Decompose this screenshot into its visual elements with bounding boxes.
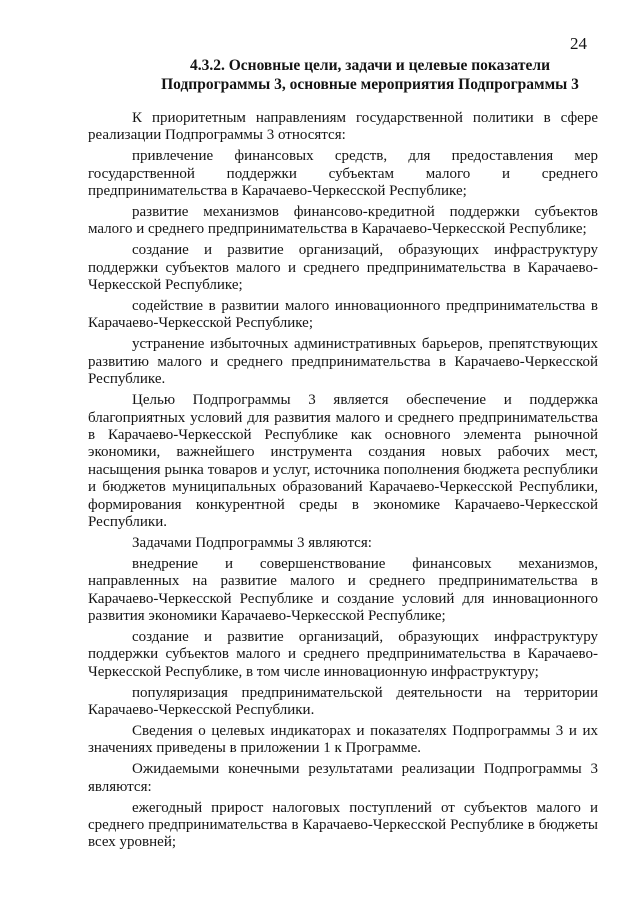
paragraph-task-item: популяризация предпринимательской деятельности на территории Карачаево-Черкесской Республики. — [88, 684, 598, 718]
paragraph-tasks-intro: Задачами Подпрограммы 3 являются: — [132, 534, 372, 551]
paragraph-task-item: внедрение и совершенствование финансовых механизмов, направленных на развитие малого и среднего предпринимательства в Карачаево-Черкесской Республике и создание условий для инновационного развития экономики Карачаево-Черкесской Республике; — [88, 555, 598, 624]
paragraph-priority-item: привлечение финансовых средств, для предоставления мер государственной поддержки субъектам малого и среднего предпринимательства в Карачаево-Черкесской Республике; — [88, 148, 598, 200]
section-heading-line-2: Подпрограммы 3, основные мероприятия Подпрограммы 3 — [161, 76, 579, 93]
paragraph-task-item: создание и развитие организаций, образующих инфраструктуру поддержки субъектов малого и среднего предпринимательства в Карачаево-Черкесской Республике, в том числе инновационную инфраструктуру; — [88, 628, 598, 680]
paragraph-priority-intro: К приоритетным направлениям государственной политики в сфере реализации Подпрограммы 3 относятся: — [88, 110, 598, 144]
section-heading-line-1: 4.3.2. Основные цели, задачи и целевые показатели — [189, 57, 551, 74]
paragraph-goal: Целью Подпрограммы 3 является обеспечение и поддержка благоприятных условий для развития малого и среднего предпринимательства в Карачаево-Черкесской Республике как основного элемента рыночной экономики, важнейшего инструмента создания новых рабочих мест, насыщения рынка товаров и услуг, источника пополнения бюджета республики и бюджетов муниципальных образований Карачаево-Черкесской Республики, формирования конкурентной среды в экономике Карачаево-Черкесской Республики. — [88, 392, 598, 530]
paragraph-result-item: ежегодный прирост налоговых поступлений от субъектов малого и среднего предпринимательства в Карачаево-Черкесской Республике в бюджеты всех уровней; — [88, 799, 598, 851]
section-heading — [140, 56, 600, 94]
paragraph-priority-item: создание и развитие организаций, образующих инфраструктуру поддержки субъектов малого и среднего предпринимательства в Карачаево-Черкесской Республике; — [88, 242, 598, 294]
page-number: 24 — [570, 34, 587, 53]
paragraph-indicators: Сведения о целевых индикаторах и показателях Подпрограммы 3 и их значениях приведены в приложении 1 к Программе. — [88, 722, 598, 757]
paragraph-priority-item: устранение избыточных административных барьеров, препятствующих развитию малого и среднего предпринимательства в Карачаево-Черкесской Республике. — [88, 336, 598, 388]
body-text — [88, 110, 598, 855]
paragraph-results-intro: Ожидаемыми конечными результатами реализации Подпрограммы 3 являются: — [88, 761, 598, 795]
paragraph-priority-item: содействие в развитии малого инновационного предпринимательства в Карачаево-Черкесской Республике; — [88, 298, 598, 332]
paragraph-priority-item: развитие механизмов финансово-кредитной поддержки субъектов малого и среднего предпринимательства в Карачаево-Черкесской Республике; — [88, 204, 598, 238]
